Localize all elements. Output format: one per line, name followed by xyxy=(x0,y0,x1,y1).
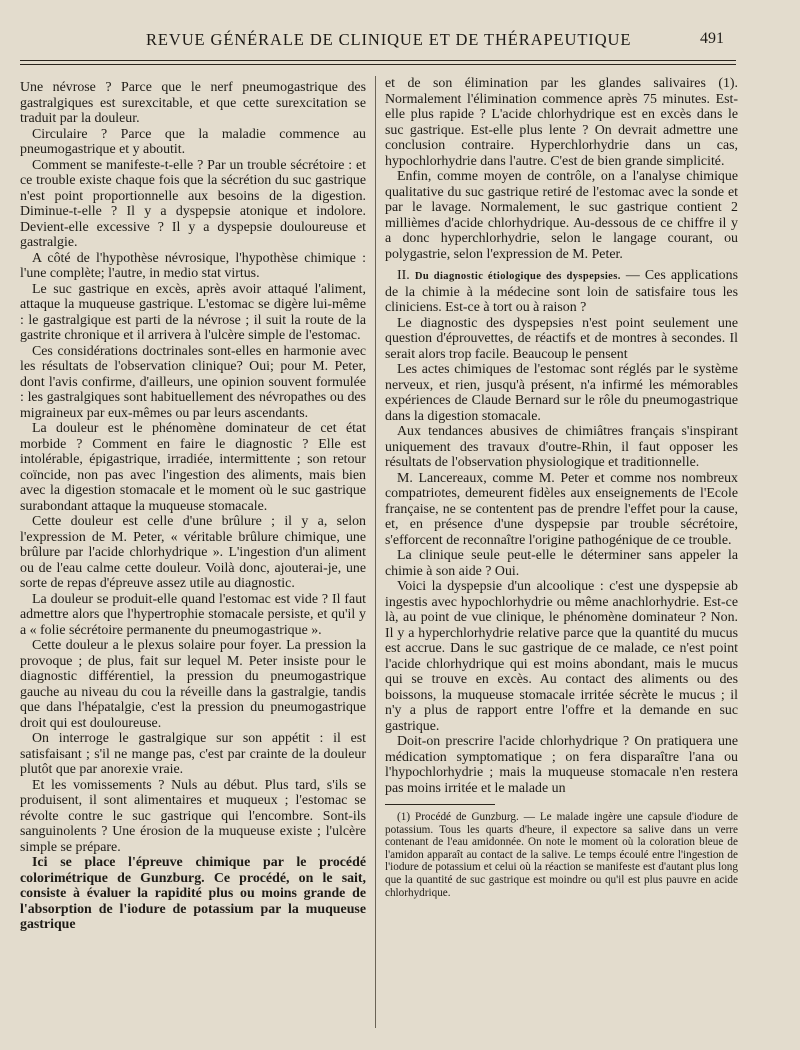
footnote-rule xyxy=(385,804,495,805)
paragraph: Comment se manifeste-t-elle ? Par un trouble sécrétoire : et ce trouble existe chaque fois que la sécrétion du suc gastrique n'est point proportionnelle aux besoins de la digestion. Diminue-t-elle ? Il y a dyspepsie atonique et indolore. Devient-elle excessive ? Il y a dyspepsie douloureuse et gastralgie. xyxy=(20,157,366,250)
paragraph: La douleur se produit-elle quand l'estomac est vide ? Il faut admettre alors que l'hypertrophie stomacale persiste, et qu'il y a « folie sécrétoire permanente du pneumogastrique ». xyxy=(20,591,366,638)
footnote: (1) Procédé de Gunzburg. — Le malade ingère une capsule d'iodure de potassium. Tous les quarts d'heure, il expectore sa salive dans un verre contenant de l'eau amidonnée. On note le moment où la coloration bleue de l'amidon apparaît au contact de la salive. Le temps écoulé entre l'ingestion de l'iodure de potassium et celui où la réaction se manifeste est d'autant plus long que la quantité de suc gastrique est moindre ou qu'il est plus pauvre en acide chlorhydrique. xyxy=(385,811,738,899)
header-rule-thin xyxy=(20,64,736,65)
paragraph: Circulaire ? Parce que la maladie commence au pneumogastrique et y aboutit. xyxy=(20,126,366,157)
section-text: — Ces applications de la chimie à la médecine sont loin de satisfaire tous les cliniciens. Est-ce à tort ou à raison ? xyxy=(385,268,738,315)
section-paragraph xyxy=(385,268,738,316)
paragraph: Aux tendances abusives de chimiâtres français s'inspirant uniquement des travaux d'outre-Rhin, il faut opposer les résultats de l'observation physiologique et traditionnelle. xyxy=(385,424,738,470)
paragraph: Doit-on prescrire l'acide chlorhydrique ? On pratiquera une médication symptomatique ; on fera disparaître l'ana ou l'hypochlorhydrie ; mais la muqueuse stomacale n'en restera pas moins irritée et le malade un xyxy=(385,734,738,796)
right-column xyxy=(385,76,738,899)
section-number: II. xyxy=(397,268,410,283)
paragraph: La clinique seule peut-elle le déterminer sans appeler la chimie à son aide ? Oui. xyxy=(385,548,738,579)
paragraph: Le suc gastrique en excès, après avoir attaqué l'aliment, attaque la muqueuse gastrique. L'estomac se digère lui-même : le gastralgique est parti de la névrose ; il suit la route de la gastrite chronique et il arrivera à l'ulcère simple de l'estomac. xyxy=(20,281,366,343)
section-title: Du diagnostic étiologique des dyspepsies. xyxy=(414,271,621,282)
paragraph: Cette douleur est celle d'une brûlure ; il y a, selon l'expression de M. Peter, « véritable brûlure chimique, une brûlure par l'acide chlorhydrique ». L'ingestion d'un aliment ou de l'eau calme cette douleur. Voilà donc, ajouterai-je, une sorte de repas d'épreuve assez utile au diagnostic. xyxy=(20,514,366,591)
running-title: REVUE GÉNÉRALE DE CLINIQUE ET DE THÉRAPEUTIQUE xyxy=(146,30,632,49)
left-column xyxy=(20,80,366,933)
header-rule xyxy=(20,60,736,61)
page-number: 491 xyxy=(700,30,724,47)
paragraph: On interroge le gastralgique sur son appétit : il est satisfaisant ; s'il ne mange pas, c'est par crainte de la douleur plutôt que par anorexie vraie. xyxy=(20,731,366,777)
paragraph: A côté de l'hypothèse névrosique, l'hypothèse chimique : l'une complète; l'autre, in medio stat virtus. xyxy=(20,250,366,281)
paragraph: Enfin, comme moyen de contrôle, on a l'analyse chimique qualitative du suc gastrique retiré de l'estomac avec la sonde et par le lavage. Normalement, le suc gastrique contient 2 millièmes d'acide chlorhydrique. Au-dessous de ce chiffre il y a donc hyperchlorhydrie, selon le langage courant, ou polygastrie, selon l'expression de M. Peter. xyxy=(385,169,738,262)
paragraph: Ces considérations doctrinales sont-elles en harmonie avec les résultats de l'observation clinique? Oui; pour M. Peter, dont l'avis confirme, d'ailleurs, une opinion souvent formulée : les gastralgiques sont habituellement des névropathes ou des migraineux par eux-mêmes ou par leurs ascendants. xyxy=(20,343,366,421)
paragraph: Et les vomissements ? Nuls au début. Plus tard, s'ils se produisent, il sont alimentaires et muqueux ; l'estomac se révolte contre le suc gastrique qui l'encombre. Sont-ils sanguinolents ? Une érosion de la muqueuse existe ; l'ulcère simple se prépare. xyxy=(20,777,366,855)
paragraph: Cette douleur a le plexus solaire pour foyer. La pression la provoque ; de plus, fait sur lequel M. Peter insiste pour le diagnostic différentiel, la pression du pneumogastrique gauche au niveau du cou la réveille dans la gastralgie, tandis que dans l'hépatalgie, c'est la pression du pneumogastrique droit qui est douloureuse. xyxy=(20,638,366,731)
paragraph: Les actes chimiques de l'estomac sont réglés par le système nerveux, et rien, jusqu'à présent, n'a infirmé les mémorables expériences de Claude Bernard sur le rôle du pneumogastrique dans la digestion stomacale. xyxy=(385,362,738,424)
page-header xyxy=(0,26,800,56)
column-divider xyxy=(375,76,376,1028)
paragraph: M. Lancereaux, comme M. Peter et comme nos nombreux compatriotes, demeurent fidèles aux enseignements de l'Ecole française, ne se contentent pas de prendre l'effet pour la cause, et, en présence d'une dyspepsie par trouble sécrétoire, s'efforcent de reconnaître l'origine pathogénique de ce trouble. xyxy=(385,470,738,548)
paragraph: La douleur est le phénomène dominateur de cet état morbide ? Comment en faire le diagnostic ? Elle est intolérable, épigastrique, irradiée, intermittente ; son retour coïncide, non pas avec l'ingestion des aliments, mais bien avec la digestion stomacale et le moment où le suc gastrique surabondant attaque la muqueuse stomacale. xyxy=(20,421,366,514)
paragraph: Une névrose ? Parce que le nerf pneumogastrique des gastralgiques est surexcitable, et que cette surexcitation se traduit par la douleur. xyxy=(20,80,366,126)
paragraph: et de son élimination par les glandes salivaires (1). Normalement l'élimination commence après 75 minutes. Est-elle plus rapide ? L'acide chlorhydrique est en excès dans le suc gastrique. Est-elle plus lente ? On devrait admettre une conclusion contraire. Hyperchlorhydrie dans un cas, hypochlorhydrie dans l'autre. C'est de bien grande simplicité. xyxy=(385,76,738,169)
paragraph: Le diagnostic des dyspepsies n'est point seulement une question d'éprouvettes, de réactifs et de montres à secondes. Il serait alors trop facile. Beaucoup le pensent xyxy=(385,315,738,362)
paragraph: Voici la dyspepsie d'un alcoolique : c'est une dyspepsie ab ingestis avec hypochlorhydrie ou même anachlorhydrie. Est-ce là, au point de vue clinique, le phénomène dominateur ? Non. Il y a hyperchlorhydrie relative parce que la quantité du mucus est accrue. Dans le suc gastrique de ce malade, ce n'est point l'acide chlorhydrique qui est moins abondant, mais le mucus qui se trouve en excès. Au contact des aliments ou des boissons, la muqueuse stomacale irritée sécrète le mucus ; il n'y a plus de rapport entre l'offre et la demande en suc gastrique. xyxy=(385,579,738,734)
paragraph: Ici se place l'épreuve chimique par le procédé colorimétrique de Gunzburg. Ce procédé, on le sait, consiste à évaluer la rapidité plus ou moins grande de l'absorption de l'iodure de potassium par la muqueuse gastrique xyxy=(20,855,366,932)
